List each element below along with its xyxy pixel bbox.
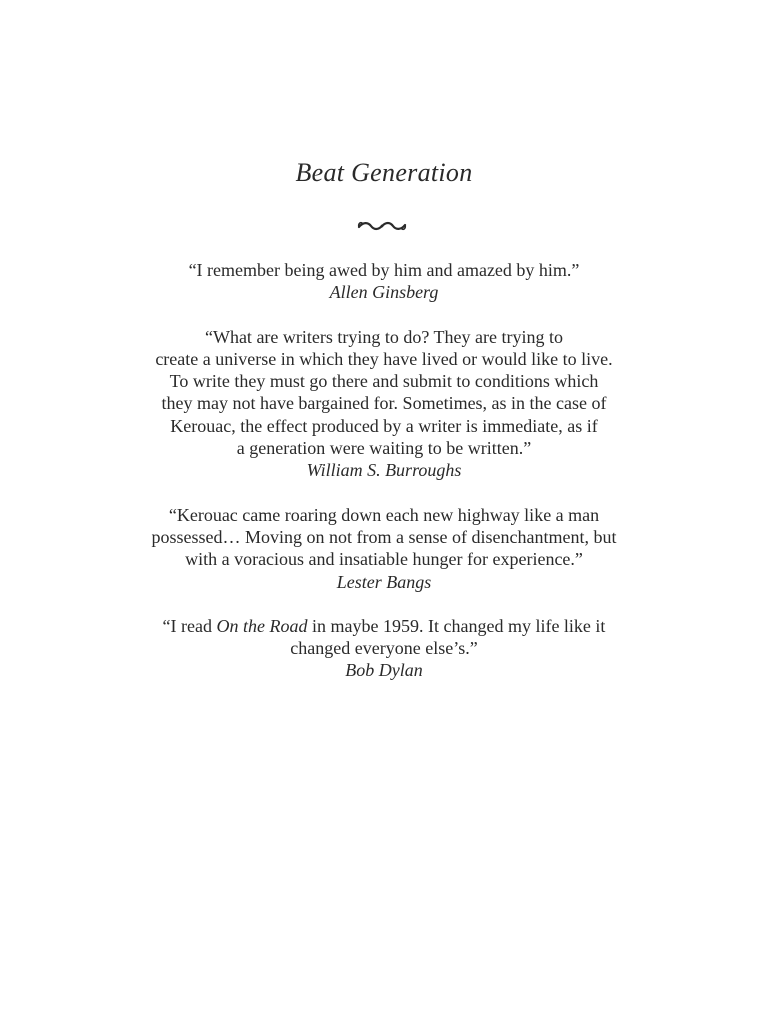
quote-text-line (0, 615, 768, 637)
quote-attribution: Lester Bangs (336, 571, 432, 592)
quote-attribution: Bob Dylan (345, 660, 423, 681)
quote-text-segment: in maybe 1959. It changed my life like it (307, 615, 606, 636)
quote-dylan (0, 615, 768, 682)
quote-text-line: changed everyone else’s.” (290, 638, 478, 659)
quote-text-line: “I remember being awed by him and amazed by him.” (188, 260, 580, 280)
quote-ginsberg (0, 259, 768, 304)
quote-text-segment: “I read (162, 615, 217, 636)
quote-text-line: they may not have bargained for. Sometimes, as in the case of (161, 393, 607, 414)
page-title: Beat Generation (295, 158, 473, 187)
quote-text-line: “What are writers trying to do? They are trying to (204, 326, 564, 347)
quote-text-line: possessed… Moving on not from a sense of disenchantment, but (151, 526, 617, 547)
quote-bangs (0, 504, 768, 593)
quote-text-line: with a voracious and insatiable hunger for experience.” (185, 549, 583, 570)
quote-text-line: Kerouac, the effect produced by a writer is immediate, as if (170, 415, 598, 436)
quote-attribution: Allen Ginsberg (329, 282, 439, 303)
fleuron-ornament-icon (356, 216, 408, 236)
quote-text-line: create a universe in which they have lived or would like to live. (155, 348, 613, 369)
book-title-italic: On the Road (216, 615, 308, 636)
quote-text-line: To write they must go there and submit to conditions which (169, 371, 599, 392)
quote-text-line: a generation were waiting to be written.” (236, 438, 532, 459)
quotes-section (0, 259, 768, 704)
quote-text-line: “Kerouac came roaring down each new highway like a man (168, 504, 600, 525)
quote-burroughs (0, 326, 768, 482)
quote-attribution: William S. Burroughs (306, 460, 462, 481)
